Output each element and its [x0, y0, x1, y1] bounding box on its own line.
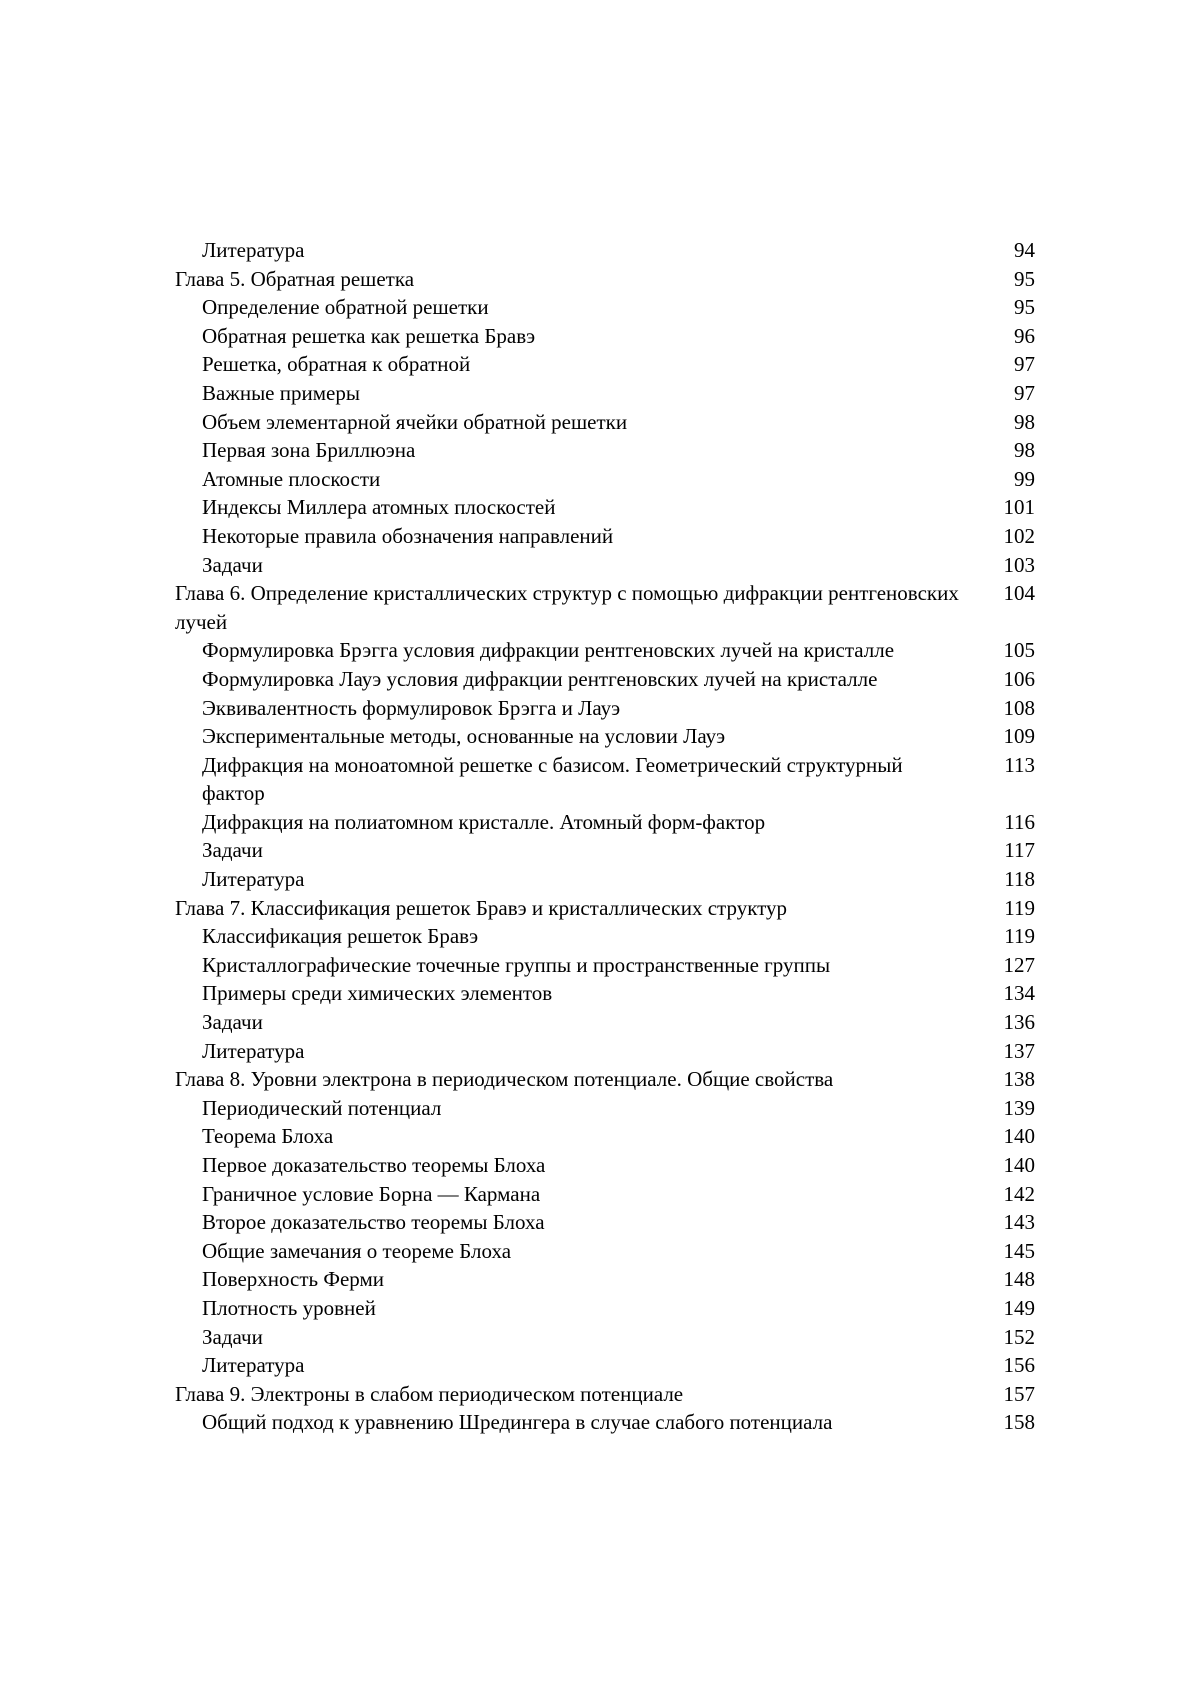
toc-section-row — [175, 379, 1035, 408]
toc-page-number: 156 — [1003, 1353, 1035, 1378]
toc-entry-title: Периодический потенциал — [202, 1095, 442, 1120]
toc-page-number: 97 — [1014, 380, 1035, 405]
toc-chapter-row — [175, 894, 1035, 923]
toc-section-row — [175, 1094, 1035, 1123]
toc-entry-title: Второе доказательство теоремы Блоха — [202, 1210, 545, 1235]
toc-section-row — [175, 722, 1035, 751]
toc-section-row — [175, 350, 1035, 379]
toc-page-number: 108 — [1003, 695, 1035, 720]
toc-page-number: 149 — [1003, 1295, 1035, 1320]
toc-entry-title: Примеры среди химических элементов — [202, 981, 553, 1006]
toc-section-row — [175, 1351, 1035, 1380]
toc-entry-title: Общие замечания о теореме Блоха — [202, 1238, 512, 1263]
toc-page-number: 94 — [1014, 238, 1035, 262]
toc-entry-title: Первое доказательство теоремы Блоха — [202, 1153, 546, 1177]
toc-section-row — [175, 1208, 1035, 1237]
toc-entry-title: Глава 5. Обратная решетка — [175, 266, 415, 291]
table-of-contents — [175, 236, 1035, 1437]
toc-page-number: 97 — [1014, 352, 1035, 377]
toc-entry-title: Некоторые правила обозначения направлений — [202, 523, 614, 548]
toc-entry-title: Классификация решеток Бравэ — [202, 924, 479, 949]
toc-entry-title: Задачи — [202, 1010, 263, 1035]
toc-section-row — [175, 808, 1035, 837]
toc-section-row — [175, 1122, 1035, 1151]
toc-chapter-row — [175, 1065, 1035, 1094]
toc-page-number: 157 — [1003, 1381, 1035, 1406]
toc-page-number: 127 — [1003, 952, 1035, 977]
toc-entry-title: Индексы Миллера атомных плоскостей — [202, 495, 556, 520]
toc-entry-title: Важные примеры — [202, 380, 360, 405]
toc-section-row — [175, 636, 1035, 665]
toc-page-number: 142 — [1003, 1181, 1035, 1206]
toc-section-row — [175, 836, 1035, 865]
toc-entry-title: Поверхность Ферми — [202, 1267, 384, 1292]
toc-section-row — [175, 1265, 1035, 1294]
toc-page-number: 118 — [1004, 867, 1035, 892]
toc-section-row — [175, 1323, 1035, 1352]
toc-page-number: 117 — [1004, 838, 1035, 863]
toc-page-number: 103 — [1003, 552, 1035, 577]
toc-entry-title: Решетка, обратная к обратной — [202, 352, 471, 377]
toc-entry-title: Определение обратной решетки — [202, 295, 489, 320]
toc-entry-title: Литература — [202, 867, 305, 892]
toc-page-number: 109 — [1003, 724, 1035, 749]
toc-section-row — [175, 436, 1035, 465]
toc-section-row — [175, 665, 1035, 694]
toc-page-number: 119 — [1004, 924, 1035, 949]
toc-page-number: 145 — [1003, 1238, 1035, 1263]
toc-section-row — [175, 951, 1035, 980]
toc-section-row — [175, 293, 1035, 322]
toc-entry-title: Плотность уровней — [202, 1295, 376, 1320]
toc-entry-title: Атомные плоскости — [202, 466, 381, 491]
toc-entry-title: Эквивалентность формулировок Брэгга и Лауэ — [202, 695, 621, 720]
toc-page-number: 139 — [1003, 1095, 1035, 1120]
toc-page-number: 137 — [1003, 1038, 1035, 1063]
toc-section-row — [175, 1151, 1035, 1180]
toc-entry-title: Литература — [202, 1353, 305, 1378]
toc-page-number: 148 — [1003, 1267, 1035, 1292]
toc-page-number: 95 — [1014, 295, 1035, 320]
toc-page-number: 140 — [1003, 1153, 1035, 1177]
toc-page-number: 95 — [1014, 266, 1035, 291]
toc-section-row — [175, 522, 1035, 551]
toc-page-number: 98 — [1014, 409, 1035, 434]
toc-entry-title: Теорема Блоха — [202, 1124, 334, 1149]
toc-entry-title: Литература — [202, 238, 305, 262]
toc-entry-title: Дифракция на полиатомном кристалле. Атомный форм-фактор — [202, 809, 766, 834]
toc-section-row — [175, 694, 1035, 723]
toc-entry-title: Кристаллографические точечные группы и пространственные группы — [202, 952, 831, 977]
toc-page-number: 138 — [1003, 1067, 1035, 1092]
toc-section-row — [175, 1237, 1035, 1266]
toc-entry-title: Обратная решетка как решетка Бравэ — [202, 323, 536, 348]
toc-section-row — [175, 1408, 1035, 1437]
toc-page-number: 98 — [1014, 438, 1035, 463]
toc-section-row — [175, 1180, 1035, 1209]
toc-entry-title: Экспериментальные методы, основанные на условии Лауэ — [202, 724, 726, 749]
toc-page-number: 96 — [1014, 323, 1035, 348]
toc-section-row — [175, 322, 1035, 351]
toc-page-number: 152 — [1003, 1324, 1035, 1349]
toc-section-row — [175, 1037, 1035, 1066]
toc-entry-title: Глава 7. Классификация решеток Бравэ и кристаллических структур — [175, 895, 788, 920]
toc-chapter-row — [175, 579, 1035, 636]
toc-page-number: 102 — [1003, 523, 1035, 548]
toc-entry-title: Формулировка Лауэ условия дифракции рентгеновских лучей на кристалле — [202, 666, 878, 691]
toc-page-number: 143 — [1003, 1210, 1035, 1235]
toc-section-row — [175, 1008, 1035, 1037]
toc-page-number: 116 — [1004, 809, 1035, 834]
toc-page-number: 106 — [1003, 666, 1035, 691]
toc-page-number: 101 — [1003, 495, 1035, 520]
toc-page-number: 134 — [1003, 981, 1035, 1006]
toc-page-number: 113 — [1004, 752, 1035, 777]
toc-section-row — [175, 1294, 1035, 1323]
toc-chapter-row — [175, 265, 1035, 294]
toc-entry-title: Общий подход к уравнению Шредингера в случае слабого потенциала — [202, 1410, 833, 1435]
toc-section-row — [175, 493, 1035, 522]
toc-entry-title: Дифракция на моноатомной решетке с базисом. Геометрический структурный фактор — [202, 752, 903, 806]
toc-entry-title: Глава 9. Электроны в слабом периодическом потенциале — [175, 1381, 684, 1406]
toc-section-row — [175, 465, 1035, 494]
toc-entry-title: Задачи — [202, 1324, 263, 1349]
toc-entry-title: Литература — [202, 1038, 305, 1063]
toc-section-row — [175, 865, 1035, 894]
toc-entry-title: Граничное условие Борна — Кармана — [202, 1181, 541, 1206]
toc-section-row — [175, 408, 1035, 437]
toc-section-row — [175, 922, 1035, 951]
toc-entry-title: Первая зона Бриллюэна — [202, 438, 416, 463]
toc-entry-title: Задачи — [202, 552, 263, 577]
toc-section-row — [175, 979, 1035, 1008]
toc-section-row — [175, 551, 1035, 580]
toc-page-number: 105 — [1003, 638, 1035, 663]
toc-section-row — [175, 751, 1035, 808]
toc-page-number: 104 — [1003, 581, 1035, 606]
toc-entry-title: Глава 6. Определение кристаллических структур с помощью дифракции рентгеновских лучей — [175, 581, 959, 634]
toc-page-number: 158 — [1003, 1410, 1035, 1435]
toc-entry-title: Объем элементарной ячейки обратной решетки — [202, 409, 628, 434]
toc-section-row — [175, 236, 1035, 265]
toc-entry-title: Задачи — [202, 838, 263, 863]
toc-page-number: 99 — [1014, 466, 1035, 491]
toc-page-number: 140 — [1003, 1124, 1035, 1149]
toc-chapter-row — [175, 1380, 1035, 1409]
toc-page-number: 136 — [1003, 1010, 1035, 1035]
toc-page-number: 119 — [1004, 895, 1035, 920]
toc-entry-title: Формулировка Брэгга условия дифракции рентгеновских лучей на кристалле — [202, 638, 895, 663]
toc-entry-title: Глава 8. Уровни электрона в периодическом потенциале. Общие свойства — [175, 1067, 834, 1092]
